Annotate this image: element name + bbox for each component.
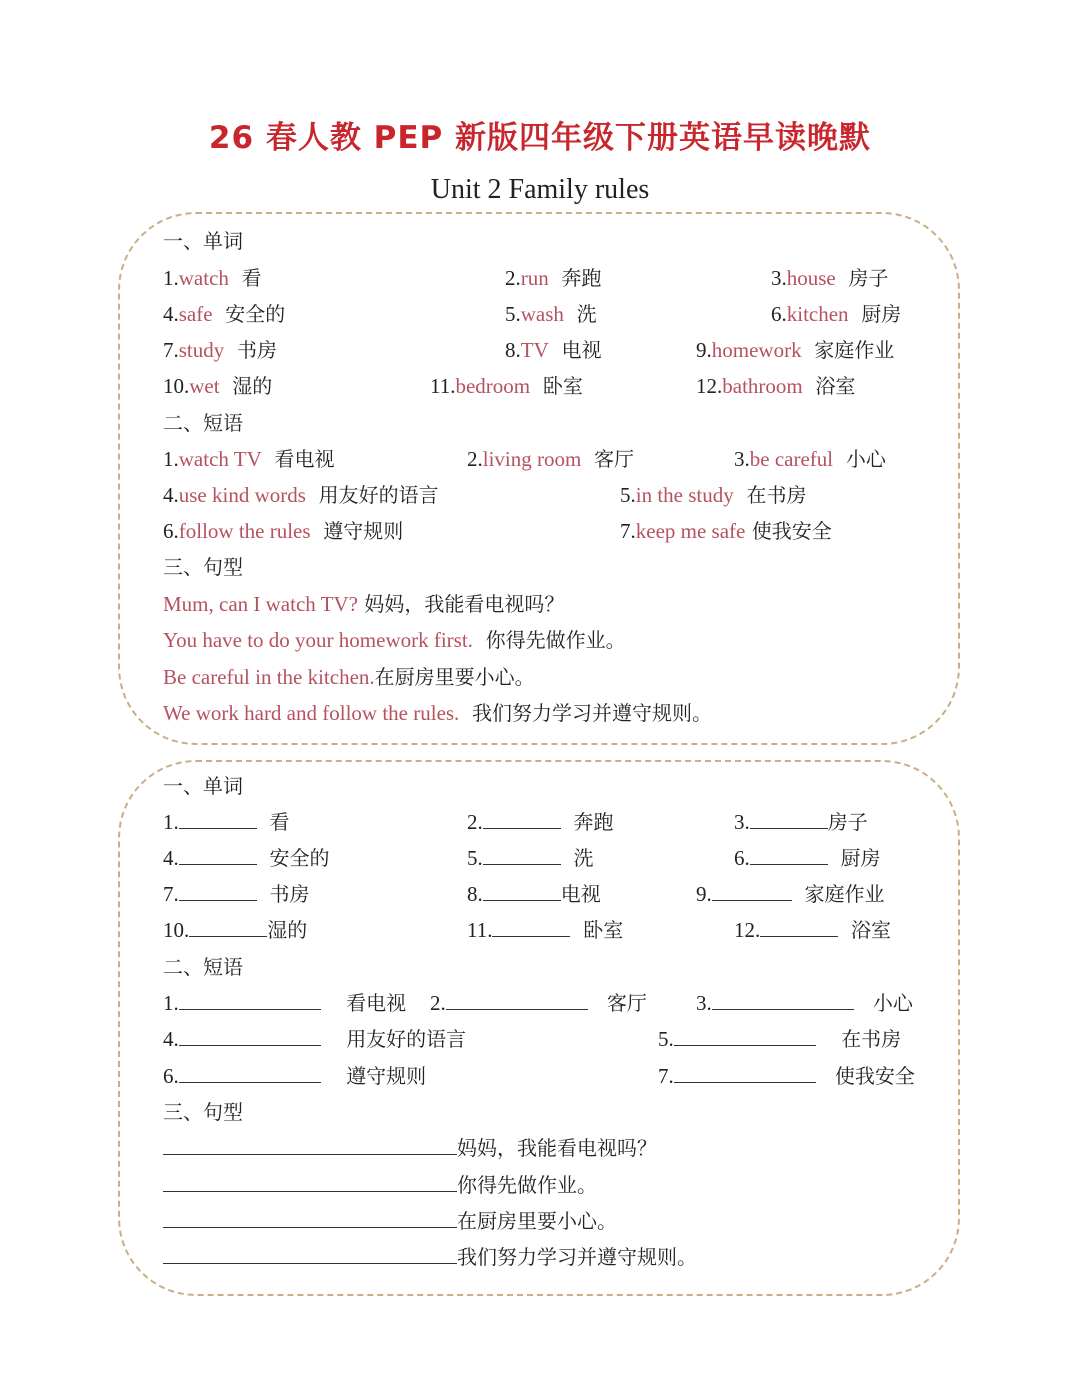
quiz-section-sentences: 三、句型 [163,1100,243,1124]
answer-blank[interactable] [492,916,570,937]
quiz-word: 7. 书房 [163,882,310,906]
review-section-sentences: 三、句型 [163,555,243,579]
review-word: 11.bedroom 卧室 [430,374,583,398]
review-word: 10.wet 湿的 [163,374,273,398]
quiz-word: 8. 电视 [467,882,601,906]
review-phrase: 6.follow the rules 遵守规则 [163,519,404,543]
review-word: 3.house 房子 [771,266,889,290]
review-word: 12.bathroom 浴室 [696,374,856,398]
answer-blank[interactable] [179,1025,321,1046]
answer-blank[interactable] [163,1243,457,1264]
review-word: 4.safe 安全的 [163,302,286,326]
quiz-phrase: 1. 看电视 [163,991,407,1015]
answer-blank[interactable] [179,844,257,865]
answer-blank[interactable] [189,916,267,937]
quiz-phrase: 6. 遵守规则 [163,1064,427,1088]
review-sentence: You have to do your homework first. 你得先做作业。 [163,628,626,652]
quiz-word: 10. 湿的 [163,918,308,942]
answer-blank[interactable] [712,989,854,1010]
answer-blank[interactable] [163,1134,457,1155]
review-sentence: Mum, can I watch TV? 妈妈，我能看电视吗？ [163,592,565,616]
answer-blank[interactable] [163,1207,457,1228]
answer-blank[interactable] [163,1171,457,1192]
quiz-phrase: 4. 用友好的语言 [163,1027,467,1051]
answer-blank[interactable] [179,989,321,1010]
quiz-sentence: 我们努力学习并遵守规则。 [163,1243,697,1271]
quiz-phrase: 5. 在书房 [658,1027,902,1051]
review-phrase: 1.watch TV 看电视 [163,447,335,471]
quiz-word: 6. 厨房 [734,846,881,870]
review-phrase: 5.in the study 在书房 [620,483,807,507]
quiz-sentence: 你得先做作业。 [163,1171,597,1199]
quiz-section-phrases: 二、短语 [163,955,243,979]
answer-blank[interactable] [483,808,561,829]
quiz-section-words: 一、单词 [163,774,243,798]
review-phrase: 3.be careful 小心 [734,447,886,471]
unit-subtitle: Unit 2 Family rules [430,174,650,205]
quiz-sentence: 在厨房里要小心。 [163,1207,617,1235]
quiz-word: 5. 洗 [467,846,594,870]
review-sentence: Be careful in the kitchen.在厨房里要小心。 [163,665,535,689]
answer-blank[interactable] [179,808,257,829]
review-phrase: 4.use kind words 用友好的语言 [163,483,439,507]
answer-blank[interactable] [760,916,838,937]
quiz-phrase: 3. 小心 [696,991,913,1015]
review-word: 6.kitchen 厨房 [771,302,902,326]
review-word: 8.TV 电视 [505,338,602,362]
answer-blank[interactable] [446,989,588,1010]
answer-blank[interactable] [750,808,828,829]
review-phrase: 2.living room 客厅 [467,447,635,471]
quiz-word: 12. 浴室 [734,918,891,942]
review-phrase: 7.keep me safe 使我安全 [620,519,832,543]
answer-blank[interactable] [674,1062,816,1083]
quiz-word: 11. 卧室 [467,918,624,942]
answer-blank[interactable] [483,844,561,865]
page-title: 26 春人教 PEP 新版四年级下册英语早读晚默 [208,120,872,156]
quiz-word: 1. 看 [163,810,290,834]
quiz-phrase: 2. 客厅 [430,991,647,1015]
review-word: 9.homework 家庭作业 [696,338,895,362]
review-section-phrases: 二、短语 [163,411,243,435]
review-sentence: We work hard and follow the rules. 我们努力学习并遵守规则。 [163,701,713,725]
review-word: 1.watch 看 [163,266,262,290]
answer-blank[interactable] [483,880,561,901]
quiz-word: 4. 安全的 [163,846,330,870]
quiz-sentence: 妈妈，我能看电视吗？ [163,1134,657,1162]
quiz-word: 2. 奔跑 [467,810,614,834]
quiz-word: 3. 房子 [734,810,868,834]
review-word: 7.study 书房 [163,338,277,362]
review-section-words: 一、单词 [163,229,243,253]
answer-blank[interactable] [179,1062,321,1083]
answer-blank[interactable] [750,844,828,865]
review-word: 5.wash 洗 [505,302,597,326]
review-word: 2.run 奔跑 [505,266,602,290]
answer-blank[interactable] [712,880,792,901]
quiz-word: 9. 家庭作业 [696,882,885,906]
quiz-phrase: 7. 使我安全 [658,1064,915,1088]
answer-blank[interactable] [674,1025,816,1046]
answer-blank[interactable] [179,880,257,901]
